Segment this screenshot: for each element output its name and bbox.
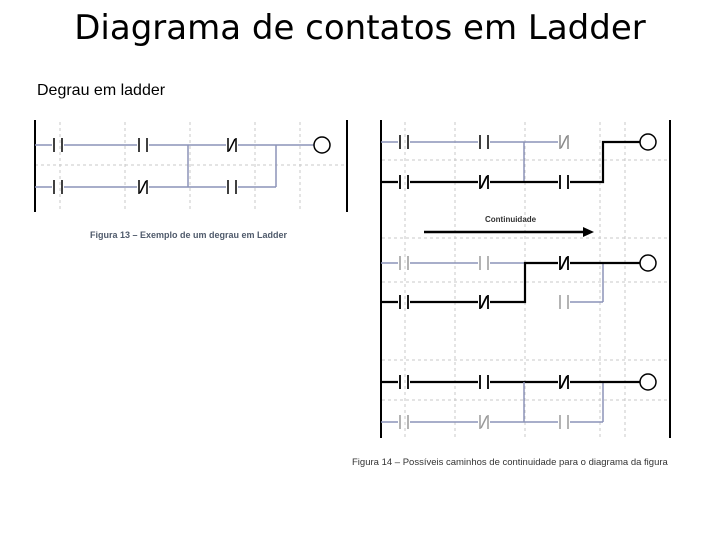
figure13-grid — [35, 122, 345, 210]
fig13-contact-no-3 — [54, 180, 62, 194]
fig13-contact-nc-1 — [228, 138, 236, 152]
fig14-arrow-label: Continuidade — [485, 215, 537, 224]
fig13-contact-nc-2 — [139, 180, 147, 194]
figure14-caption: Figura 14 – Possíveis caminhos de continuidade para o diagrama da figura — [352, 457, 668, 468]
fig14-panel-3 — [381, 374, 656, 429]
fig13-rung-2 — [35, 145, 276, 187]
figure13-caption: Figura 13 – Exemplo de um degrau em Ladder — [90, 230, 288, 240]
fig14-continuity-arrow — [424, 227, 594, 237]
slide-title: Diagrama de contatos em Ladder — [74, 8, 646, 48]
figure14-grid — [382, 122, 670, 438]
slide-subtitle: Degrau em ladder — [37, 82, 166, 99]
fig14-panel-2 — [381, 255, 656, 309]
fig13-output-coil — [314, 137, 330, 153]
fig13-contact-no-1 — [54, 138, 62, 152]
fig13-contact-no-2 — [139, 138, 147, 152]
fig14-panel-1 — [381, 134, 656, 189]
fig13-contact-no-4 — [228, 180, 236, 194]
